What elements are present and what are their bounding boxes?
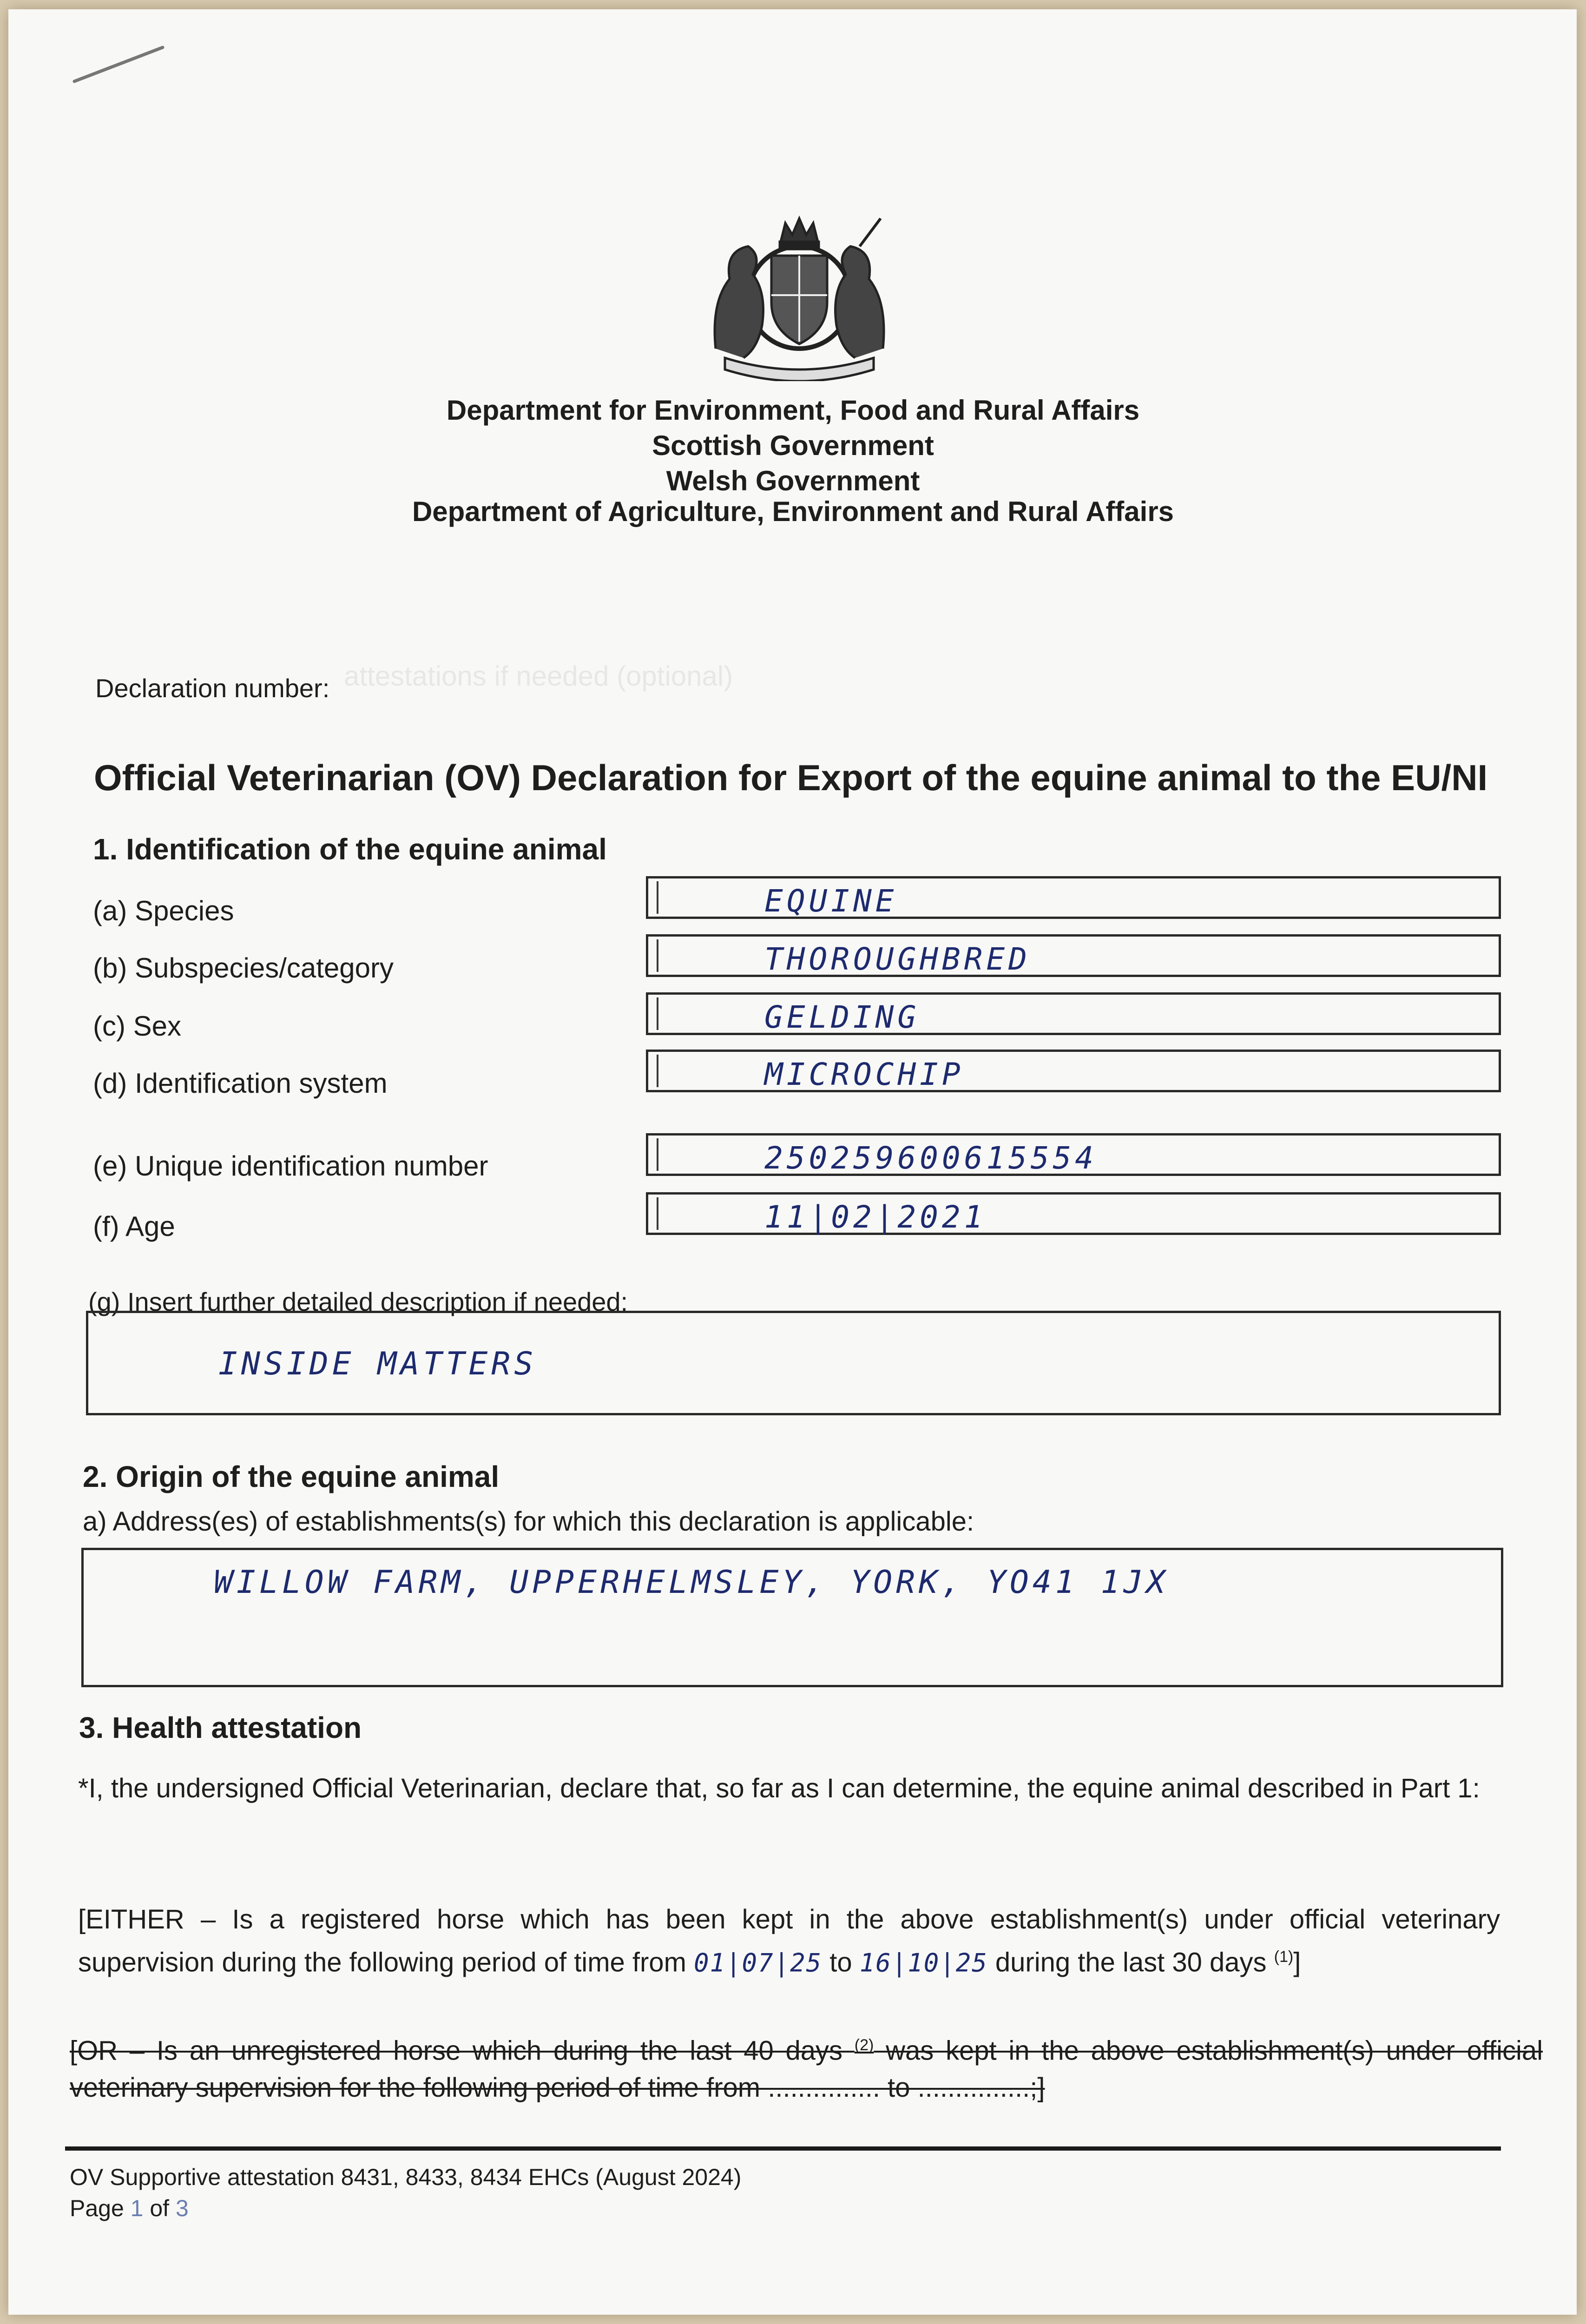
- footer-divider: [65, 2146, 1501, 2151]
- age-label: (f) Age: [93, 1211, 175, 1242]
- bleed-through-text: attestations if needed (optional): [344, 660, 733, 692]
- or-footnote-ref: (2): [854, 2036, 874, 2054]
- description-label: (g) Insert further detailed description if needed:: [88, 1287, 628, 1316]
- page-total: 3: [175, 2195, 189, 2221]
- address-label: a) Address(es) of establishments(s) for which this declaration is applicable:: [83, 1506, 974, 1537]
- sex-field[interactable]: [646, 992, 1501, 1035]
- department-defra: Department for Environment, Food and Rural Affairs: [446, 395, 1140, 426]
- declaration-number-label: Declaration number:: [95, 673, 330, 703]
- identification-system-value: MICROCHIP: [764, 1056, 964, 1092]
- either-clause-close: ]: [1293, 1947, 1301, 1978]
- department-daera: Department of Agriculture, Environment and Rural Affairs: [412, 496, 1174, 527]
- royal-coat-of-arms-icon: [697, 209, 902, 381]
- department-welsh-government: Welsh Government: [666, 465, 920, 496]
- sex-value: GELDING: [764, 999, 920, 1035]
- unique-id-value: 250259600615554: [764, 1140, 1098, 1176]
- either-clause-end: during the last 30 days: [987, 1947, 1274, 1978]
- or-clause-text-2: was kept in the above establishment(s) under official veterinary supervision for the following period of time from ............... to ...............;]: [70, 2035, 1543, 2103]
- page-number: [70, 2195, 189, 2222]
- either-to-date: 16|10|25: [859, 1948, 988, 1978]
- address-field[interactable]: [81, 1548, 1503, 1687]
- page-prefix: Page: [70, 2195, 131, 2221]
- page-separator: of: [143, 2195, 176, 2221]
- section1-heading: 1. Identification of the equine animal: [93, 832, 607, 866]
- address-value: WILLOW FARM, UPPERHELMSLEY, YORK, YO41 1JX: [214, 1564, 1169, 1601]
- description-field[interactable]: [86, 1311, 1501, 1415]
- or-clause-struck: [70, 2027, 1543, 2106]
- page-title: Official Veterinarian (OV) Declaration for Export of the equine animal to the EU/NI: [94, 757, 1488, 798]
- subspecies-field[interactable]: [646, 934, 1501, 977]
- footer-attestation-ref: OV Supportive attestation 8431, 8433, 8434 EHCs (August 2024): [70, 2164, 742, 2190]
- unique-id-field[interactable]: [646, 1133, 1501, 1176]
- age-value: 11|02|2021: [764, 1199, 987, 1235]
- species-field[interactable]: [646, 876, 1501, 919]
- either-clause-text: [EITHER – Is a registered horse which has been kept in the above establishment(s) under official veterinary supervision during the following period of time from: [78, 1904, 1500, 1978]
- or-clause-text: [OR – Is an unregistered horse which during the last 40 days: [70, 2035, 855, 2066]
- either-clause: [78, 1901, 1500, 1981]
- section2-heading: 2. Origin of the equine animal: [83, 1460, 500, 1493]
- subspecies-value: THOROUGHBRED: [764, 941, 1031, 977]
- species-value: EQUINE: [764, 883, 898, 919]
- health-attestation-intro: *I, the undersigned Official Veterinarian, declare that, so far as I can determine, the equine animal described in Part 1:: [78, 1773, 1480, 1803]
- either-from-date: 01|07|25: [694, 1948, 823, 1978]
- species-label: (a) Species: [93, 895, 234, 926]
- sex-label: (c) Sex: [93, 1010, 182, 1042]
- section3-heading: 3. Health attestation: [79, 1711, 362, 1744]
- age-field[interactable]: [646, 1192, 1501, 1235]
- page-current: 1: [130, 2195, 144, 2221]
- either-clause-to: to: [822, 1947, 860, 1978]
- department-scottish-government: Scottish Government: [652, 430, 934, 461]
- unique-id-label: (e) Unique identification number: [93, 1150, 488, 1182]
- description-value: INSIDE MATTERS: [218, 1346, 537, 1382]
- either-footnote-ref: (1): [1274, 1948, 1294, 1966]
- identification-system-field[interactable]: [646, 1050, 1501, 1092]
- identification-system-label: (d) Identification system: [93, 1068, 388, 1099]
- subspecies-label: (b) Subspecies/category: [93, 952, 394, 984]
- pencil-mark: [70, 42, 172, 88]
